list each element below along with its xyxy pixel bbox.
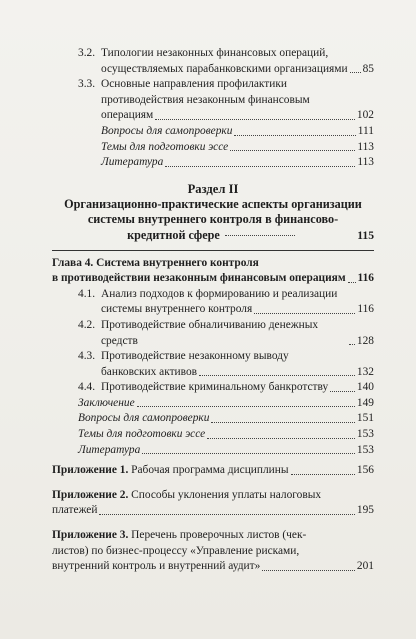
entry-title: Темы для подготовки эссе (101, 140, 229, 153)
page-number: 128 (356, 334, 374, 347)
leader-dots (348, 282, 356, 283)
appendix-title-line: Способы уклонения уплаты налоговых (131, 488, 322, 501)
appendix-title-line: платежей (52, 504, 98, 517)
leader-dots (254, 313, 355, 314)
appendix-title-line: листов) по бизнес-процессу «Управление рисками, (52, 544, 300, 557)
leader-dots (262, 570, 355, 571)
leader-dots (142, 453, 355, 454)
entry-title: Литература (78, 443, 141, 456)
leader-dots (99, 514, 354, 515)
page-number: 140 (356, 381, 374, 394)
toc-chapter-4[interactable] (52, 256, 374, 287)
entry-title-line: противодействия незаконным финансовым (101, 93, 310, 106)
entry-title-line: Противодействие незаконному выводу (101, 350, 289, 363)
page-number: 156 (356, 464, 374, 477)
entry-number: 4.1. (78, 287, 96, 300)
entry-title: Заключение (78, 396, 135, 409)
entry-title-line: банковских активов (101, 365, 198, 378)
toc-appendix-2[interactable] (52, 488, 374, 519)
appendix-title-line: Перечень проверочных листов (чек- (131, 529, 307, 542)
section-title-last-line (52, 228, 374, 244)
leader-dots (230, 150, 355, 151)
leader-dots (207, 438, 355, 439)
entry-title-line: осуществляемых парабанковскими организациями (101, 62, 348, 75)
entry-number: 3.2. (78, 47, 96, 59)
entry-number: 4.2. (78, 318, 96, 331)
toc-entry-4-1[interactable] (52, 287, 374, 318)
toc-entry-3-2[interactable] (52, 46, 374, 77)
section-label: Раздел II (187, 181, 239, 196)
entry-title-line: системы внутреннего контроля (101, 303, 253, 316)
section-title-line: системы внутреннего контроля в финансово- (87, 212, 339, 227)
entry-title: Литература (101, 156, 164, 169)
page-number: 195 (356, 504, 374, 517)
toc-entry-4-2[interactable] (52, 318, 374, 349)
page-number: 113 (357, 156, 374, 169)
toc-entry-conclusion[interactable] (52, 396, 374, 412)
page-number: 201 (356, 560, 374, 573)
leader-dots (137, 406, 355, 407)
entry-title: Темы для подготовки эссе (78, 428, 206, 441)
chapter-title-line: в противодействии незаконным финансовым операциям (52, 272, 346, 285)
entry-title-line: Анализ подходов к формированию и реализации (101, 287, 338, 300)
section-title-line: кредитной сфере (127, 227, 220, 242)
appendix-label: Приложение 3. (52, 529, 129, 542)
entry-title: Вопросы для самопроверки (78, 412, 210, 425)
section-title-line: Организационно-практические аспекты организации (64, 196, 362, 211)
leader-dots (349, 344, 355, 345)
page-number: 115 (357, 228, 374, 242)
toc-entry-3-3[interactable] (52, 77, 374, 124)
appendix-title: Рабочая программа дисциплины (131, 464, 289, 477)
page-number: 151 (356, 412, 374, 425)
toc-entry-4-3[interactable] (52, 349, 374, 380)
entry-title-line: Основные направления профилактики (101, 78, 287, 91)
leader-dots (155, 119, 355, 120)
toc-entry-questions-3[interactable] (52, 124, 374, 140)
page-number: 153 (356, 428, 374, 441)
chapter-title-line: Глава 4. Система внутреннего контроля (52, 256, 259, 269)
entry-title-line: операциям (101, 109, 154, 122)
leader-dots (350, 72, 361, 73)
divider (52, 250, 374, 251)
leader-dots (330, 391, 355, 392)
appendix-label: Приложение 1. (52, 464, 129, 477)
leader-dots (165, 166, 355, 167)
leader-dots (199, 375, 355, 376)
leader-dots (211, 422, 354, 423)
toc-appendix-3[interactable] (52, 528, 374, 575)
toc-entry-literature-3[interactable] (52, 155, 374, 171)
entry-number: 4.3. (78, 350, 96, 363)
page-number: 102 (356, 109, 374, 122)
leader-dots (234, 135, 355, 136)
toc-entry-literature-4[interactable] (52, 443, 374, 459)
entry-title-line: Противодействие криминальному банкротству (101, 381, 329, 394)
page-number: 132 (356, 365, 374, 378)
page-number: 149 (356, 396, 374, 409)
entry-title: Вопросы для самопроверки (101, 124, 233, 137)
table-of-contents (52, 46, 374, 575)
entry-number: 3.3. (78, 78, 96, 91)
page-number: 153 (356, 443, 374, 456)
entry-number: 4.4. (78, 381, 96, 394)
toc-appendix-1[interactable] (52, 463, 374, 479)
page-number: 85 (362, 62, 374, 75)
leader-dots (291, 474, 355, 475)
appendix-title-line: внутренний контроль и внутренний аудит» (52, 560, 261, 573)
entry-title-line: Противодействие обналичиванию денежных средств (101, 318, 319, 347)
appendix-label: Приложение 2. (52, 488, 129, 501)
toc-entry-essay-3[interactable] (52, 140, 374, 156)
toc-section-2[interactable] (52, 181, 374, 244)
page-number: 116 (357, 272, 374, 285)
toc-entry-essay-4[interactable] (52, 427, 374, 443)
page-number: 113 (357, 140, 374, 153)
toc-entry-questions-4[interactable] (52, 411, 374, 427)
toc-entry-4-4[interactable] (52, 380, 374, 396)
entry-title-line: Типологии незаконных финансовых операций, (101, 47, 329, 59)
page-number: 111 (357, 124, 374, 137)
page-number: 116 (357, 303, 374, 316)
